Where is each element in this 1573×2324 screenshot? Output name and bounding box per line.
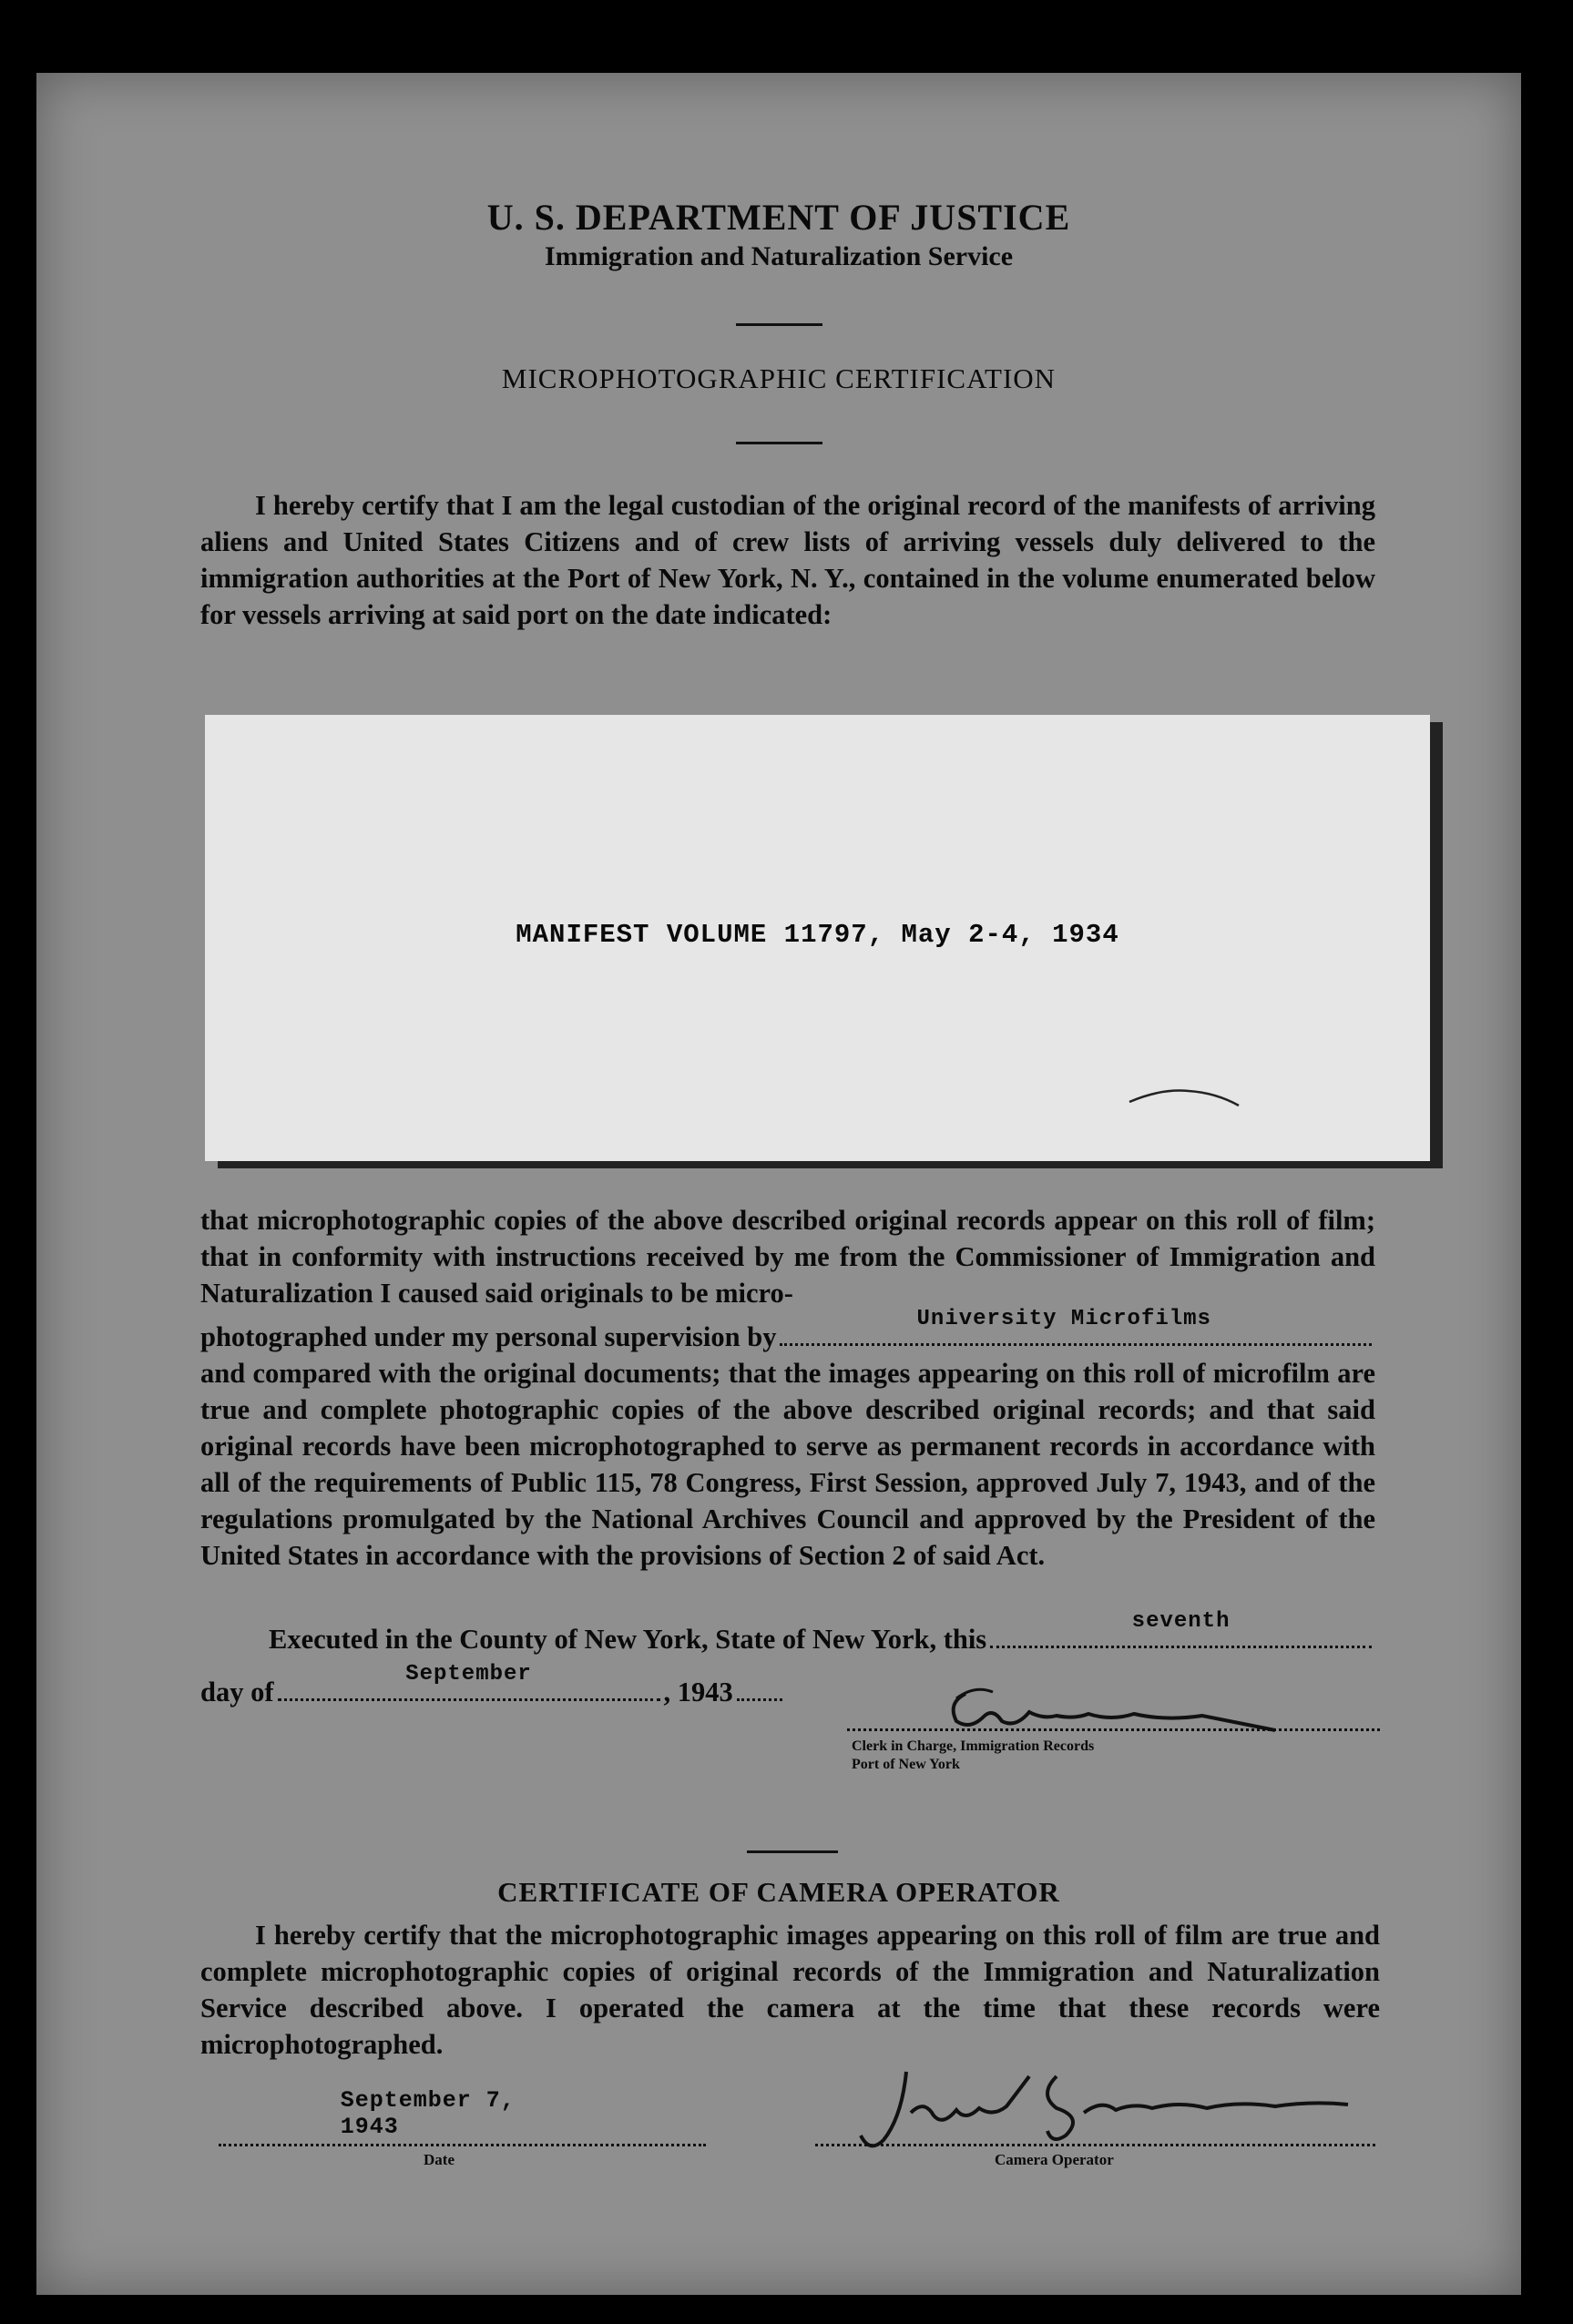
manifest-card: [205, 715, 1430, 1161]
camera-text: I hereby certify that the microphotographic images appearing on this roll of film are true and complete microphotographic copies of original records of the Immigration and Naturalization Service described above. I operated the camera at the time that these records were microphotographed.: [200, 1920, 1380, 2060]
divider: [747, 1850, 838, 1853]
day-field: [990, 1609, 1372, 1648]
supervisor-value: University Microfilms: [916, 1307, 1211, 1331]
clerk-title-line2: Port of New York: [852, 1757, 960, 1772]
supervisor-field: [780, 1307, 1372, 1346]
date-line: [200, 1662, 947, 1710]
certification-title: MICROPHOTOGRAPHIC CERTIFICATION: [501, 362, 1057, 394]
department-heading: U. S. DEPARTMENT OF JUSTICE: [486, 197, 1071, 238]
camera-date-value: September 7, 1943: [340, 2087, 516, 2140]
clerk-title: [852, 1738, 1094, 1774]
day-of-label: day of: [200, 1677, 274, 1707]
executed-line: [269, 1609, 1375, 1657]
supervision-prefix: photographed under my personal supervision by: [200, 1321, 777, 1352]
clerk-title-line1: Clerk in Charge, Immigration Records: [852, 1738, 1095, 1754]
year-value: , 1943: [663, 1677, 733, 1707]
divider: [736, 442, 822, 444]
body-text-part1: that microphotographic copies of the above described original records appear on this roll of film; that in conformity with instructions received by me from the Commissioner of Immigration and Naturalization I caused said originals to be micro-: [200, 1205, 1375, 1309]
camera-paragraph: [200, 1917, 1380, 2063]
intro-paragraph: [200, 487, 1375, 633]
pen-mark: [1125, 1084, 1243, 1111]
supervision-line: [200, 1307, 1375, 1355]
operator-signature: [820, 2044, 1366, 2163]
month-field: [278, 1662, 660, 1701]
manifest-volume-text: MANIFEST VOLUME 11797, May 2-4, 1934: [516, 920, 1119, 950]
year-trail: [737, 1675, 782, 1701]
camera-operator-label: Camera Operator: [995, 2151, 1114, 2168]
clerk-signature: [929, 1676, 1312, 1744]
divider: [736, 323, 822, 326]
month-value: September: [405, 1662, 532, 1687]
date-label: Date: [424, 2151, 455, 2168]
executed-prefix: Executed in the County of New York, State of New York, this: [269, 1624, 987, 1655]
service-subheading: Immigration and Naturalization Service: [544, 241, 1014, 271]
certificate-sheet: [36, 73, 1521, 2295]
body-paragraph: [200, 1202, 1375, 1574]
day-value: seventh: [1131, 1609, 1231, 1634]
body-text-part2: and compared with the original documents; that the images appearing on this roll of microfilm are true and complete photographic copies of the above described original records; and that said original records have been microphotographed to serve as permanent records in accordance with all of the requirements of Public 115, 78 Congress, First Session, approved July 7, 1943, and of the regulations promulgated by the National Archives Council and approved by the President of the United States in accordance with the provisions of Section 2 of said Act.: [200, 1358, 1375, 1571]
camera-certificate-title: CERTIFICATE OF CAMERA OPERATOR: [497, 1876, 1060, 1908]
camera-date-field: [219, 2087, 706, 2146]
intro-text: I hereby certify that I am the legal custodian of the original record of the manifests of arriving aliens and United States Citizens and of crew lists of arriving vessels duly delivered to the immigration authorities at the Port of New York, N. Y., contained in the volume enumerated below for vessels arriving at said port on the date indicated:: [200, 490, 1375, 630]
